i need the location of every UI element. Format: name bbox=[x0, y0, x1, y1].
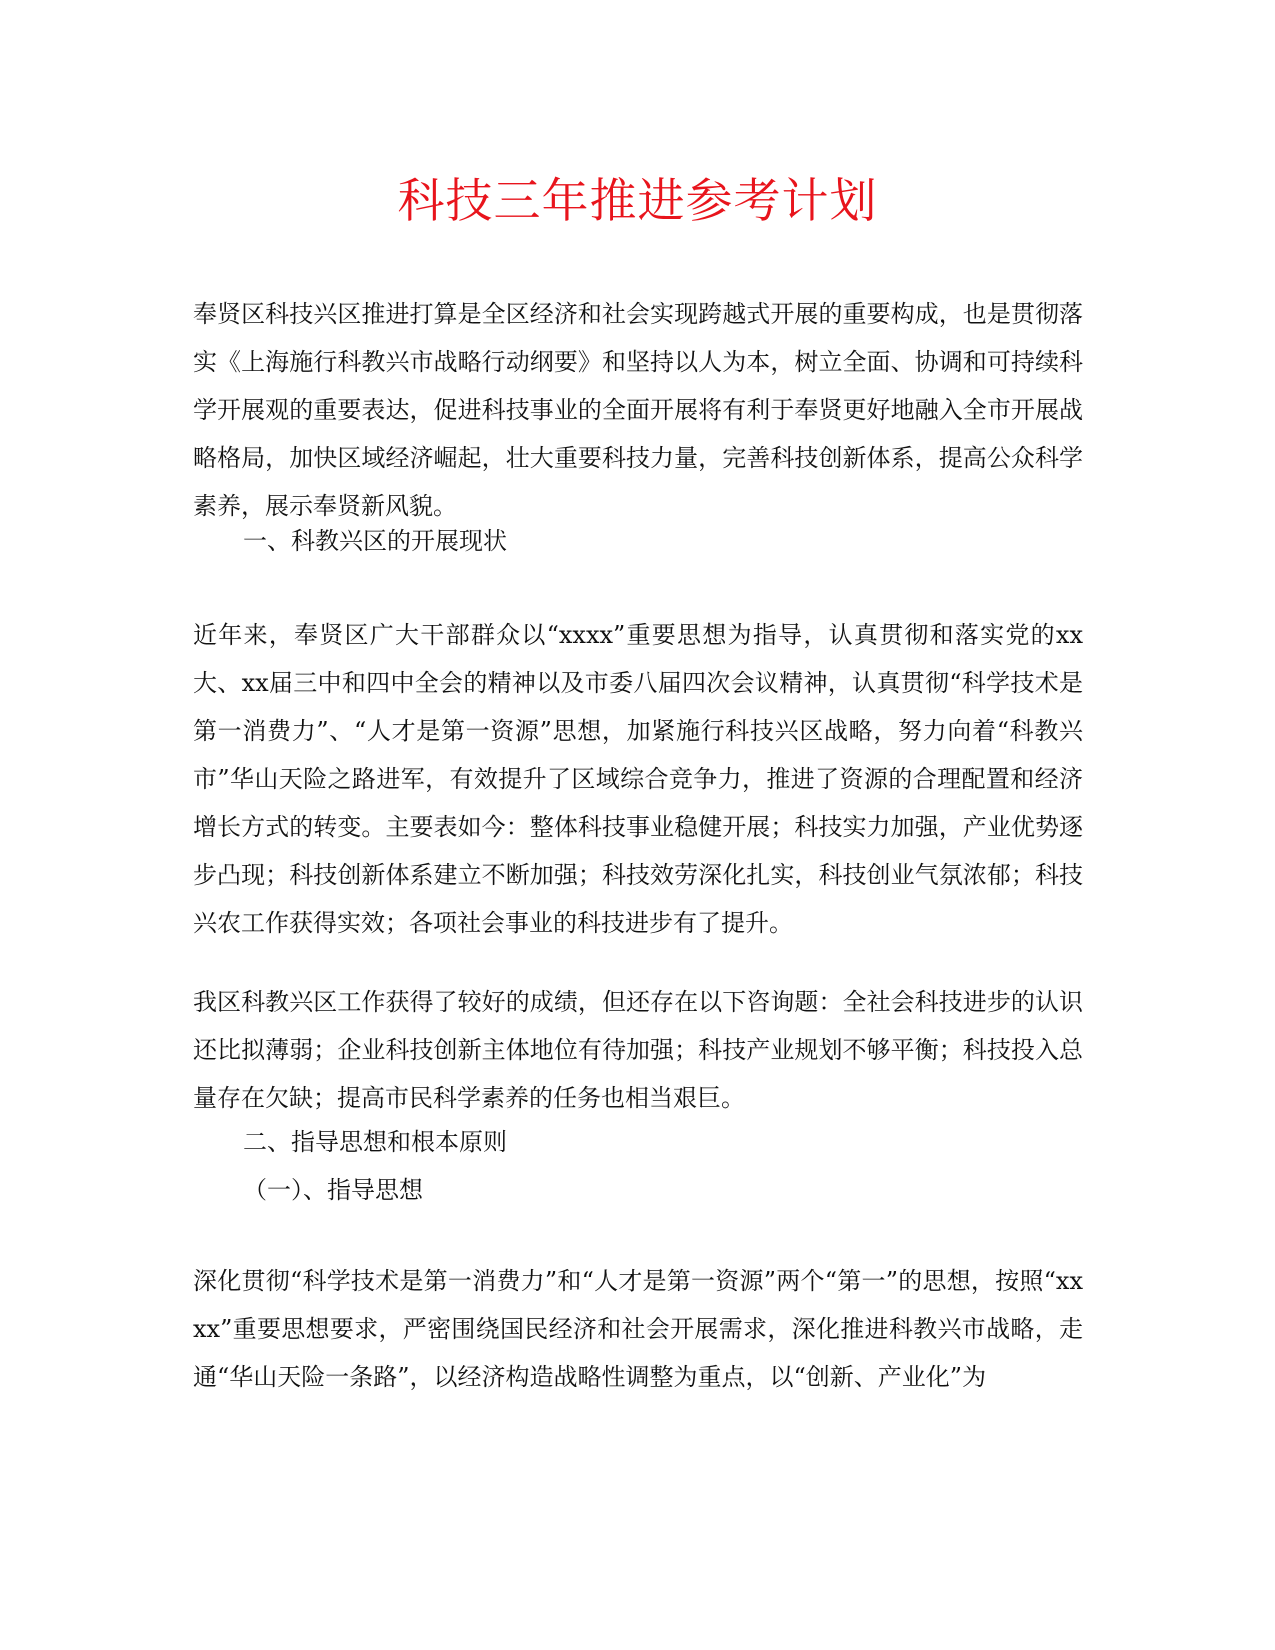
paragraph-status: 近年来，奉贤区广大干部群众以“xxxx”重要思想为指导，认真贯彻和落实党的xx大、xx届三中和四中全会的精神以及市委八届四次会议精神，认真贯彻“科学技术是第一消费力”、“人才是第一资源”思想，加紧施行科技兴区战略，努力向着“科教兴市”华山天险之路进军，有效提升了区域综合竞争力，推进了资源的合理配置和经济增长方式的转变。主要表如今：整体科技事业稳健开展；科技实力加强，产业优势逐步凸现；科技创新体系建立不断加强；科技效劳深化扎实，科技创业气氛浓郁；科技兴农工作获得实效；各项社会事业的科技进步有了提升。 bbox=[193, 621, 1083, 937]
document-title: 科技三年推进参考计划 bbox=[397, 174, 878, 229]
paragraph-guiding-thought: 深化贯彻“科学技术是第一消费力”和“人才是第一资源”两个“第一”的思想，按照“xxxx”重要思想要求，严密围绕国民经济和社会开展需求，深化推进科教兴市战略，走通“华山天险一条路”，以经济构造战略性调整为重点，以“创新、产业化”为 bbox=[193, 1267, 1083, 1391]
section-heading-2: 二、指导思想和根本原则 bbox=[243, 1128, 507, 1156]
paragraph-intro: 奉贤区科技兴区推进打算是全区经济和社会实现跨越式开展的重要构成，也是贯彻落实《上海施行科教兴市战略行动纲要》和坚持以人为本，树立全面、协调和可持续科学开展观的重要表达，促进科技事业的全面开展将有利于奉贤更好地融入全市开展战略格局，加快区域经济崛起，壮大重要科技力量，完善科技创新体系，提高公众科学素养，展示奉贤新风貌。 bbox=[193, 300, 1083, 520]
section-heading-1: 一、科教兴区的开展现状 bbox=[243, 527, 507, 555]
subsection-heading-1: （一）、指导思想 bbox=[243, 1176, 423, 1204]
paragraph-problems: 我区科教兴区工作获得了较好的成绩，但还存在以下咨询题：全社会科技进步的认识还比拟薄弱；企业科技创新主体地位有待加强；科技产业规划不够平衡；科技投入总量存在欠缺；提高市民科学素养的任务也相当艰巨。 bbox=[193, 988, 1083, 1112]
